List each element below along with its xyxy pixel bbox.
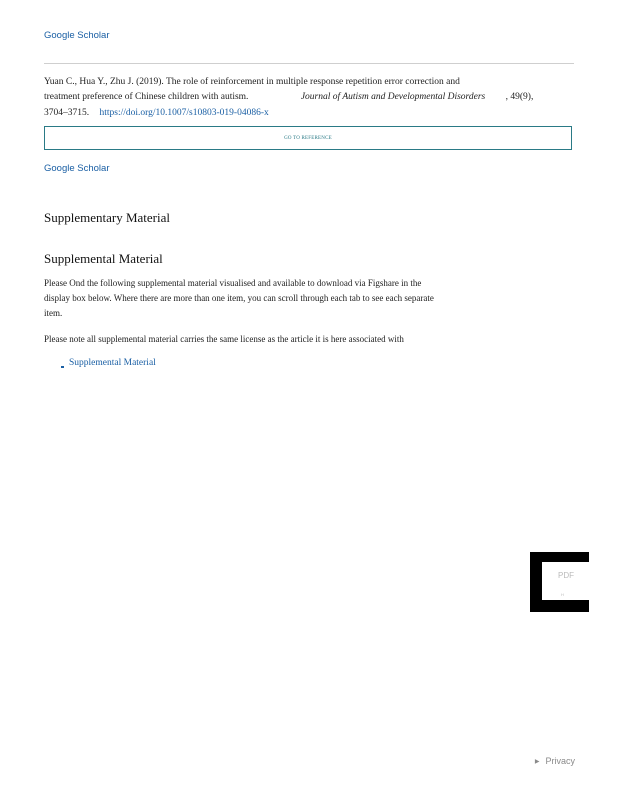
section-subheading: Supplemental Material xyxy=(44,251,163,266)
divider xyxy=(44,63,574,64)
description-line-3: item. xyxy=(44,308,63,318)
description-line-2: display box below. Where there are more than one item, you can scroll through each tab to see each separate xyxy=(44,293,434,303)
go-to-reference-button[interactable] xyxy=(44,126,572,150)
triangle-right-icon: ▶ xyxy=(534,759,540,765)
privacy-link[interactable] xyxy=(535,756,575,766)
reference-pages: 3704–3715. xyxy=(44,108,90,118)
google-scholar-link-top[interactable]: Google Scholar xyxy=(44,30,110,41)
reference-volume: , 49(9), xyxy=(505,92,534,102)
pdf-widget-panel xyxy=(542,562,589,600)
license-note: Please note all supplemental material carries the same license as the article it is here associated with xyxy=(44,334,404,344)
pdf-label: PDF xyxy=(558,571,574,580)
reference-title-end: treatment preference of Chinese children with autism. xyxy=(44,92,249,102)
reference-line-2 xyxy=(44,92,533,102)
doi-link[interactable]: https://doi.org/10.1007/s10803-019-04086-x xyxy=(99,108,269,118)
description-line-1: Please Ond the following supplemental material visualised and available to download via Figshare in the xyxy=(44,278,422,288)
supplemental-material-link[interactable]: Supplemental Material xyxy=(69,358,156,368)
privacy-label: Privacy xyxy=(545,756,575,766)
reference-journal: Journal of Autism and Developmental Disorders xyxy=(300,92,486,102)
pdf-widget[interactable] xyxy=(530,552,589,612)
reference-line-3 xyxy=(44,108,269,118)
go-to-reference-label: GO TO REFERENCE xyxy=(284,135,332,141)
reference-line-1: Yuan C., Hua Y., Zhu J. (2019). The role of reinforcement in multiple response repetition error correction and xyxy=(44,77,460,87)
section-heading: Supplementary Material xyxy=(44,210,170,225)
google-scholar-link[interactable]: Google Scholar xyxy=(44,163,110,174)
list-bullet xyxy=(61,366,64,368)
pdf-sublabel: H xyxy=(561,592,564,597)
supplemental-description xyxy=(44,276,494,321)
